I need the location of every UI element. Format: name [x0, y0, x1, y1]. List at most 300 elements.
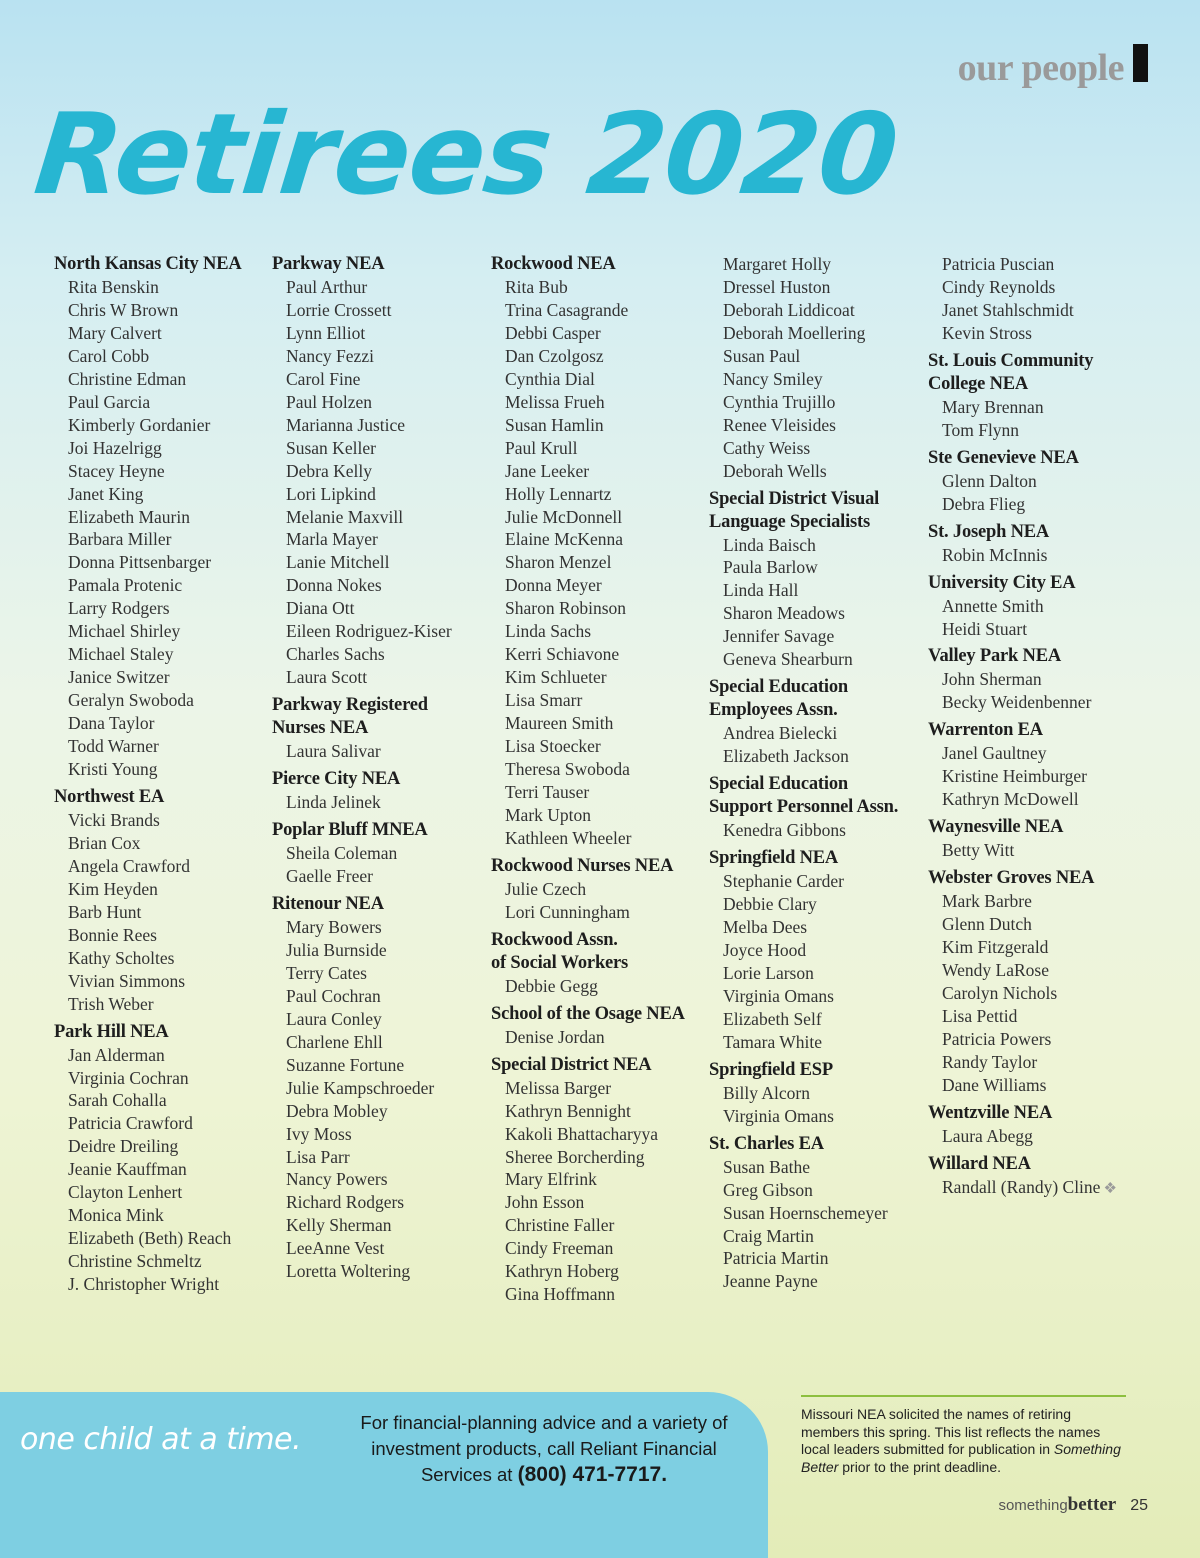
- retiree-name: [491, 804, 706, 827]
- retiree-name: [709, 391, 924, 414]
- retiree-name: [928, 1028, 1143, 1051]
- association-name: Rockwood Nurses NEA: [491, 855, 674, 876]
- retiree-name-text: Jan Alderman: [68, 1044, 165, 1065]
- retiree-name-text: Eileen Rodriguez-Kiser: [286, 621, 452, 642]
- retiree-name: [928, 1176, 1143, 1201]
- retiree-name-text: Janel Gaultney: [942, 743, 1047, 764]
- retiree-name: [54, 947, 269, 970]
- retiree-name: [54, 1135, 269, 1158]
- retiree-name-text: Debra Flieg: [942, 493, 1026, 514]
- retiree-name-text: Deborah Wells: [723, 460, 827, 481]
- retiree-name-text: Becky Weidenbenner: [942, 692, 1092, 713]
- retiree-name: [709, 460, 924, 483]
- brand-light: something: [998, 1497, 1068, 1514]
- retiree-name: [491, 878, 706, 901]
- retiree-name-text: Donna Pittsenbarger: [68, 552, 212, 573]
- retiree-name: [709, 579, 924, 602]
- retiree-list: [709, 819, 924, 842]
- association-name: Waynesville NEA: [928, 817, 1064, 838]
- retiree-name-text: Kathleen Wheeler: [505, 827, 632, 848]
- retiree-name: [54, 809, 269, 832]
- retiree-name: [709, 819, 924, 842]
- retiree-name: [491, 299, 706, 322]
- association-group: [54, 253, 269, 781]
- retiree-name: [54, 460, 269, 483]
- retiree-name: [709, 893, 924, 916]
- retiree-name-text: Susan Keller: [286, 437, 376, 458]
- retiree-name: [491, 735, 706, 758]
- retiree-name: [928, 253, 1143, 276]
- retiree-list: [709, 1082, 924, 1128]
- retiree-name: [272, 528, 487, 551]
- retiree-name: [928, 959, 1143, 982]
- retiree-name-text: Brian Cox: [68, 832, 141, 853]
- retiree-name: [272, 985, 487, 1008]
- retiree-list: [928, 544, 1143, 567]
- retiree-name-text: Trish Weber: [68, 993, 154, 1014]
- retiree-name: [491, 620, 706, 643]
- retiree-name-text: Chris W Brown: [68, 299, 179, 320]
- retiree-name-text: Stacey Heyne: [68, 460, 165, 481]
- retiree-name: [491, 528, 706, 551]
- retiree-name: [709, 602, 924, 625]
- retiree-name-text: Dana Taylor: [68, 713, 155, 734]
- retiree-name: [928, 276, 1143, 299]
- retiree-name: [709, 534, 924, 557]
- association-group: [928, 1102, 1143, 1148]
- retiree-name: [928, 788, 1143, 811]
- retiree-list: [709, 1156, 924, 1294]
- retiree-name: [54, 1067, 269, 1090]
- page-number: 25: [1130, 1497, 1148, 1514]
- retiree-name-text: Carolyn Nichols: [942, 983, 1058, 1004]
- retiree-name: [491, 1100, 706, 1123]
- retiree-name: [54, 712, 269, 735]
- retiree-name: [491, 322, 706, 345]
- retiree-name: [491, 460, 706, 483]
- retiree-name-text: Lorie Larson: [723, 962, 814, 983]
- slogan: one child at a time.: [20, 1422, 302, 1457]
- retiree-name-text: Betty Witt: [942, 840, 1015, 861]
- retiree-name-text: Kimberly Gordanier: [68, 414, 211, 435]
- retiree-name: [491, 1191, 706, 1214]
- retiree-list: [54, 276, 269, 781]
- retiree-name-text: Linda Jelinek: [286, 792, 381, 813]
- retiree-name: [272, 1008, 487, 1031]
- association-group: [491, 1054, 706, 1307]
- retirees-column-3: [491, 253, 706, 1311]
- retiree-name: [928, 493, 1143, 516]
- retiree-name-text: John Esson: [505, 1192, 585, 1213]
- retiree-list: [709, 722, 924, 768]
- retiree-name: [272, 620, 487, 643]
- retiree-name: [928, 595, 1143, 618]
- retiree-name: [491, 391, 706, 414]
- retiree-name-text: Cindy Freeman: [505, 1238, 614, 1259]
- retiree-name: [272, 1191, 487, 1214]
- retiree-name-text: Michael Staley: [68, 644, 174, 665]
- association-group: [709, 847, 924, 1054]
- retiree-name-text: Randall (Randy) Cline: [942, 1176, 1101, 1197]
- retiree-list: [709, 534, 924, 672]
- retiree-name: [491, 643, 706, 666]
- retiree-name-text: Jeanne Payne: [723, 1271, 818, 1292]
- association-group: [928, 253, 1143, 345]
- retiree-name-text: Janet King: [68, 483, 144, 504]
- retiree-name-text: Cynthia Dial: [505, 368, 595, 389]
- retiree-name: [928, 1005, 1143, 1028]
- retiree-name: [272, 414, 487, 437]
- association-group: [928, 350, 1143, 442]
- retiree-name: [709, 276, 924, 299]
- retiree-name: [54, 735, 269, 758]
- retiree-name-text: Joyce Hood: [723, 939, 807, 960]
- association-group: [928, 447, 1143, 516]
- retiree-name: [272, 1146, 487, 1169]
- retiree-name: [54, 506, 269, 529]
- retiree-name-text: Diana Ott: [286, 598, 355, 619]
- retiree-name: [272, 1260, 487, 1283]
- association-name: Parkway NEA: [272, 254, 385, 274]
- retiree-name-text: Lorrie Crossett: [286, 299, 392, 320]
- retiree-name-text: Patricia Puscian: [942, 254, 1055, 274]
- retiree-name-text: Julia Burnside: [286, 939, 387, 960]
- retiree-name: [54, 1112, 269, 1135]
- retiree-name-text: Mary Elfrink: [505, 1169, 597, 1190]
- brand-bold: better: [1067, 1494, 1117, 1515]
- retiree-name: [709, 556, 924, 579]
- retiree-name: [709, 1270, 924, 1293]
- retiree-name-text: Lisa Smarr: [505, 690, 583, 711]
- retiree-name-text: Laura Scott: [286, 667, 368, 688]
- retiree-name-text: Marla Mayer: [286, 529, 378, 550]
- retiree-list: [709, 870, 924, 1054]
- retiree-name-text: Lanie Mitchell: [286, 552, 390, 573]
- retiree-name: [709, 722, 924, 745]
- retiree-list: [491, 1077, 706, 1307]
- retiree-name: [928, 544, 1143, 567]
- retiree-name-text: Geneva Shearburn: [723, 649, 853, 670]
- retiree-name: [54, 1227, 269, 1250]
- retiree-name-text: Janet Stahlschmidt: [942, 299, 1074, 320]
- retiree-list: [928, 890, 1143, 1097]
- editor-note: [801, 1406, 1131, 1476]
- retiree-name: [709, 745, 924, 768]
- association-group: [928, 867, 1143, 1097]
- retiree-name: [491, 368, 706, 391]
- retiree-name-text: Dressel Huston: [723, 276, 831, 297]
- association-group: [272, 819, 487, 888]
- retiree-name-text: Linda Sachs: [505, 621, 592, 642]
- financial-promo: [344, 1410, 744, 1488]
- retiree-name: [491, 1077, 706, 1100]
- retiree-name: [928, 470, 1143, 493]
- retiree-name: [928, 742, 1143, 765]
- retiree-name-text: Renee Vleisides: [723, 414, 836, 435]
- retiree-name-text: Todd Warner: [68, 736, 159, 757]
- retiree-name: [491, 597, 706, 620]
- retiree-name: [928, 765, 1143, 788]
- retiree-name: [272, 345, 487, 368]
- retiree-name: [54, 483, 269, 506]
- association-name: Parkway Registered Nurses NEA: [272, 695, 428, 739]
- retiree-name-text: Nancy Fezzi: [286, 345, 374, 366]
- retiree-name-text: Margaret Holly: [723, 254, 832, 274]
- retiree-name: [928, 839, 1143, 862]
- association-group: [709, 488, 924, 672]
- association-group: [928, 1153, 1143, 1201]
- note-publication-title: Something Better: [801, 1441, 1121, 1475]
- retiree-name-text: Christine Edman: [68, 368, 187, 389]
- association-group: [272, 768, 487, 814]
- retiree-name: [54, 666, 269, 689]
- retiree-name: [272, 1077, 487, 1100]
- retiree-name: [709, 1156, 924, 1179]
- retiree-name: [272, 551, 487, 574]
- retiree-name: [709, 985, 924, 1008]
- association-name: University City EA: [928, 572, 1076, 593]
- retiree-name: [54, 1250, 269, 1273]
- retiree-name-text: Nancy Smiley: [723, 368, 823, 389]
- retiree-name: [54, 437, 269, 460]
- retiree-name-text: Virginia Omans: [723, 1105, 834, 1126]
- retiree-name: [54, 368, 269, 391]
- retiree-name-text: Kim Fitzgerald: [942, 937, 1049, 958]
- retiree-name-text: Pamala Protenic: [68, 575, 183, 596]
- retiree-name: [491, 1260, 706, 1283]
- retiree-name: [928, 1074, 1143, 1097]
- retiree-name: [54, 391, 269, 414]
- retiree-name: [491, 758, 706, 781]
- retiree-name-text: Angela Crawford: [68, 855, 190, 876]
- retiree-name-text: Robin McInnis: [942, 544, 1048, 565]
- association-name: Willard NEA: [928, 1153, 1031, 1174]
- retiree-name: [491, 827, 706, 850]
- association-name: North Kansas City NEA: [54, 254, 242, 274]
- association-name: St. Louis Community College NEA: [928, 350, 1094, 394]
- retiree-name: [928, 322, 1143, 345]
- retiree-name-text: Paul Cochran: [286, 985, 381, 1006]
- association-name: Poplar Bluff MNEA: [272, 820, 428, 841]
- page-folio: [998, 1494, 1148, 1516]
- retiree-name-text: Linda Baisch: [723, 534, 816, 555]
- association-name: Springfield NEA: [709, 848, 839, 869]
- retiree-name: [54, 597, 269, 620]
- retiree-name: [272, 391, 487, 414]
- retirees-column-2: [272, 253, 487, 1288]
- retiree-name-text: Elizabeth Maurin: [68, 506, 190, 527]
- association-group: [928, 645, 1143, 714]
- retiree-name: [272, 1031, 487, 1054]
- association-group: [54, 1021, 269, 1296]
- retiree-name: [709, 1247, 924, 1270]
- association-group: [709, 1059, 924, 1128]
- association-name: Special District NEA: [491, 1054, 652, 1075]
- retiree-name-text: Geralyn Swoboda: [68, 690, 194, 711]
- retiree-name-text: John Sherman: [942, 669, 1042, 690]
- retiree-name: [928, 396, 1143, 419]
- association-name: St. Charles EA: [709, 1133, 824, 1154]
- retiree-name: [54, 901, 269, 924]
- retiree-name-text: Rita Benskin: [68, 277, 159, 297]
- retiree-name-text: Heidi Stuart: [942, 618, 1028, 639]
- retiree-name: [491, 414, 706, 437]
- association-group: [491, 253, 706, 850]
- retiree-name-text: Glenn Dutch: [942, 914, 1032, 935]
- retiree-name-text: Denise Jordan: [505, 1026, 605, 1047]
- retiree-name-text: Deidre Dreiling: [68, 1136, 179, 1157]
- association-name: Ritenour NEA: [272, 893, 384, 914]
- retiree-name: [272, 962, 487, 985]
- retiree-name: [709, 1031, 924, 1054]
- retiree-name-text: Paula Barlow: [723, 557, 818, 578]
- retiree-name-text: Cathy Weiss: [723, 437, 811, 458]
- retiree-list: [54, 809, 269, 1016]
- retiree-name: [491, 574, 706, 597]
- retiree-name: [709, 299, 924, 322]
- retiree-name-text: Paul Holzen: [286, 391, 373, 412]
- retiree-name: [54, 993, 269, 1016]
- retiree-name: [709, 1202, 924, 1225]
- retiree-name: [272, 842, 487, 865]
- association-name: Rockwood Assn. of Social Workers: [491, 929, 629, 973]
- section-label: our people: [957, 47, 1124, 89]
- retiree-name-text: Debra Kelly: [286, 460, 373, 481]
- retiree-name-text: Debra Mobley: [286, 1100, 388, 1121]
- retiree-name-text: Suzanne Fortune: [286, 1054, 405, 1075]
- retiree-name-text: Patricia Crawford: [68, 1113, 193, 1134]
- retiree-name-text: Dan Czolgosz: [505, 345, 604, 366]
- retiree-name-text: Marianna Justice: [286, 414, 406, 435]
- retiree-name-text: Paul Arthur: [286, 277, 368, 297]
- retiree-name-text: Clayton Lenhert: [68, 1182, 183, 1203]
- retiree-name-text: Barbara Miller: [68, 529, 172, 550]
- retiree-name: [54, 276, 269, 299]
- retiree-name-text: Deborah Moellering: [723, 322, 866, 343]
- retiree-name-text: Lisa Stoecker: [505, 736, 601, 757]
- retiree-name-text: Greg Gibson: [723, 1179, 813, 1200]
- association-group: [928, 521, 1143, 567]
- retiree-name: [491, 712, 706, 735]
- retiree-name: [54, 855, 269, 878]
- retiree-name-text: Randy Taylor: [942, 1051, 1038, 1072]
- retiree-name: [709, 916, 924, 939]
- association-group: [54, 786, 269, 1016]
- retiree-name-text: LeeAnne Vest: [286, 1238, 385, 1259]
- retiree-name: [272, 1100, 487, 1123]
- retiree-name-text: Kristine Heimburger: [942, 766, 1087, 787]
- association-group: [928, 816, 1143, 862]
- retiree-name-text: Kathryn Bennight: [505, 1100, 631, 1121]
- retiree-name-text: Vivian Simmons: [68, 970, 186, 991]
- retiree-name: [54, 1089, 269, 1112]
- retiree-name-text: Wendy LaRose: [942, 960, 1049, 981]
- retiree-name-text: Kelly Sherman: [286, 1215, 392, 1236]
- retiree-name-text: Lisa Pettid: [942, 1005, 1018, 1026]
- retiree-name-text: Nancy Powers: [286, 1169, 388, 1190]
- retiree-name-text: Loretta Woltering: [286, 1261, 411, 1282]
- retiree-name: [491, 1146, 706, 1169]
- retiree-name-text: Billy Alcorn: [723, 1082, 811, 1103]
- association-name: Springfield ESP: [709, 1059, 833, 1080]
- retiree-list: [928, 396, 1143, 442]
- association-name: Special Education Support Personnel Assn.: [709, 774, 899, 818]
- retiree-name: [272, 740, 487, 763]
- end-of-article-icon: ❖: [1103, 1180, 1117, 1197]
- retiree-name-text: Kristi Young: [68, 759, 158, 780]
- retiree-name-text: Lynn Elliot: [286, 322, 366, 343]
- retiree-name-text: Linda Hall: [723, 580, 799, 601]
- retiree-name-text: Laura Abegg: [942, 1125, 1033, 1146]
- association-group: [709, 253, 924, 483]
- retiree-name: [272, 460, 487, 483]
- retiree-name: [491, 901, 706, 924]
- retiree-name-text: Melissa Barger: [505, 1077, 612, 1098]
- note-text: Missouri NEA solicited the names of retiring members this spring. This list reflects the names local leaders submitted for publication in: [801, 1406, 1101, 1457]
- retiree-name: [709, 870, 924, 893]
- retiree-name-text: Theresa Swoboda: [505, 759, 630, 780]
- retiree-name: [928, 419, 1143, 442]
- section-marker-bar: [1133, 44, 1148, 82]
- promo-phone: (800) 471-7717.: [517, 1463, 668, 1486]
- retiree-name-text: Mark Upton: [505, 804, 592, 825]
- retiree-name-text: Debbie Gegg: [505, 975, 598, 996]
- retiree-list: [709, 253, 924, 483]
- retirees-column-4: [709, 253, 924, 1298]
- retiree-name-text: Kevin Stross: [942, 322, 1032, 343]
- retiree-name-text: Kathryn Hoberg: [505, 1261, 619, 1282]
- retiree-name: [54, 1181, 269, 1204]
- retiree-name: [54, 574, 269, 597]
- retiree-name-text: Trina Casagrande: [505, 299, 629, 320]
- retiree-name-text: Carol Fine: [286, 368, 361, 389]
- association-group: [928, 719, 1143, 811]
- retiree-name: [928, 890, 1143, 913]
- retiree-name-text: Patricia Powers: [942, 1028, 1052, 1049]
- retiree-name: [272, 368, 487, 391]
- retiree-name: [272, 1237, 487, 1260]
- retiree-name: [928, 1051, 1143, 1074]
- retiree-name-text: Barb Hunt: [68, 901, 142, 922]
- retiree-name: [54, 758, 269, 781]
- retiree-name-text: Jeanie Kauffman: [68, 1159, 187, 1180]
- association-name: Webster Groves NEA: [928, 868, 1095, 889]
- association-group: [491, 855, 706, 924]
- association-name: St. Joseph NEA: [928, 521, 1050, 542]
- retiree-name: [491, 345, 706, 368]
- retiree-name-text: Kim Heyden: [68, 878, 158, 899]
- retiree-name-text: Julie Czech: [505, 878, 587, 899]
- retiree-name-text: Joi Hazelrigg: [68, 437, 162, 458]
- retiree-name: [272, 865, 487, 888]
- retiree-list: [928, 742, 1143, 811]
- retiree-name-text: Sharon Menzel: [505, 552, 612, 573]
- note-divider: [801, 1395, 1126, 1397]
- retiree-name-text: Rita Bub: [505, 277, 568, 297]
- retiree-name-text: Terry Cates: [286, 962, 367, 983]
- retiree-name: [272, 1168, 487, 1191]
- retiree-name: [491, 781, 706, 804]
- retiree-name: [491, 506, 706, 529]
- retiree-name-text: Elizabeth Self: [723, 1008, 822, 1029]
- retiree-name: [709, 253, 924, 276]
- association-group: [272, 893, 487, 1283]
- retiree-name: [54, 832, 269, 855]
- association-name: Valley Park NEA: [928, 646, 1062, 667]
- retiree-name-text: Ivy Moss: [286, 1123, 352, 1144]
- association-name: School of the Osage NEA: [491, 1003, 685, 1024]
- retiree-list: [928, 595, 1143, 641]
